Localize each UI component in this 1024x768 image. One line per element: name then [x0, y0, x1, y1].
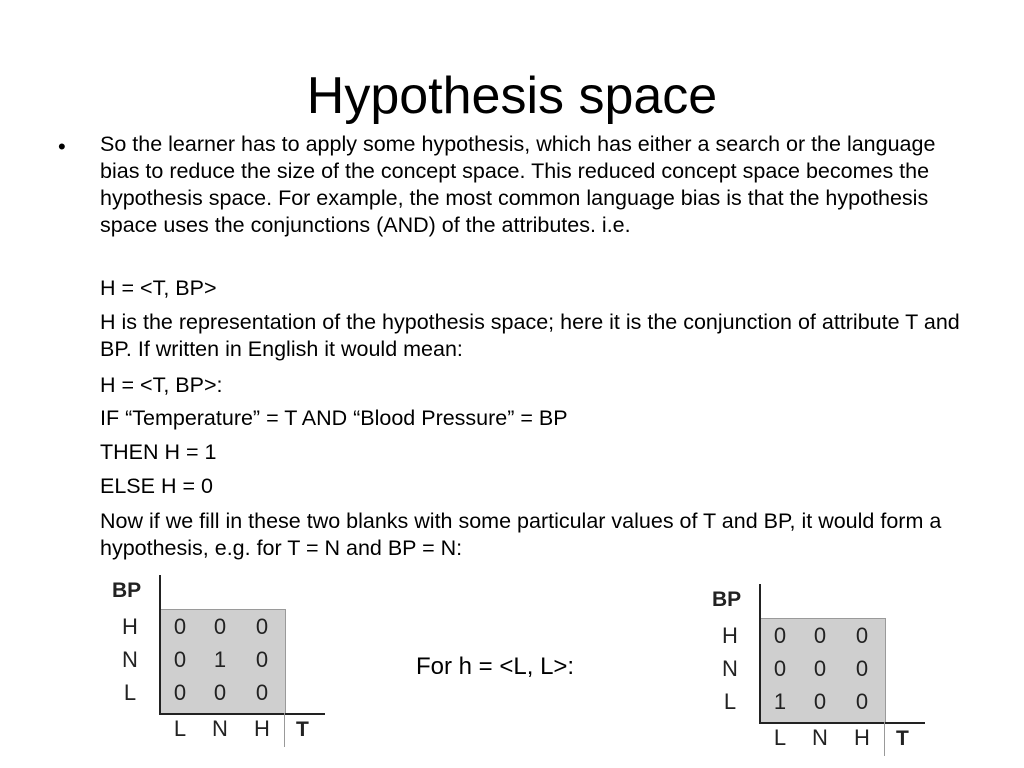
- col-axis-label: T: [296, 718, 309, 741]
- hypothesis-definition: H = <T, BP>: [100, 276, 217, 300]
- truth-table-1: [100, 575, 340, 750]
- hypothesis-restated: H = <T, BP>:: [100, 373, 223, 397]
- row-label: H: [722, 623, 738, 648]
- table-cell: 0: [813, 656, 827, 681]
- row-axis-label: BP: [112, 579, 142, 602]
- table-cell: 0: [255, 614, 269, 639]
- representation-paragraph: H is the representation of the hypothesis space; here it is the conjunction of attribute T and BP. If written in English it would mean:: [100, 310, 960, 361]
- table-cell: 0: [855, 689, 869, 714]
- table-cell: 0: [855, 656, 869, 681]
- row-label: N: [722, 656, 738, 681]
- table-cell: 0: [173, 647, 187, 672]
- table-caption: For h = <L, L>:: [416, 653, 575, 680]
- col-label: L: [773, 725, 787, 750]
- then-line: THEN H = 1: [100, 440, 217, 464]
- fill-blanks-paragraph: Now if we fill in these two blanks with some particular values of T and BP, it would form a hypothesis, e.g. for T = N and BP = N:: [100, 509, 942, 560]
- table-cell: 1: [773, 689, 787, 714]
- table-tick: [884, 722, 885, 756]
- if-line: IF “Temperature” = T AND “Blood Pressure” = BP: [100, 406, 568, 430]
- col-axis-label: T: [896, 727, 909, 750]
- bullet-marker: •: [58, 134, 66, 159]
- col-label: N: [812, 725, 828, 750]
- slide-title: Hypothesis space: [306, 67, 718, 125]
- table-cell: 1: [213, 647, 227, 672]
- table-cell: 0: [773, 623, 787, 648]
- table-cell: 0: [855, 623, 869, 648]
- row-label: N: [122, 647, 138, 672]
- col-label: L: [173, 716, 187, 741]
- table-cell: 0: [255, 680, 269, 705]
- table-cell: 0: [173, 614, 187, 639]
- table-cell: 0: [213, 614, 227, 639]
- table-cell: 0: [173, 680, 187, 705]
- col-label: H: [854, 725, 870, 750]
- row-label: L: [723, 689, 737, 714]
- intro-paragraph: So the learner has to apply some hypothesis, which has either a search or the language bias to reduce the size of the concept space. This reduced concept space becomes the hypothesis space. For example, the most common language bias is that the hypothesis space uses the conjunctions (AND) of the attributes. i.e.: [100, 132, 936, 237]
- else-line: ELSE H = 0: [100, 474, 213, 498]
- col-label: H: [254, 716, 270, 741]
- col-label: N: [212, 716, 228, 741]
- table-cell: 0: [813, 623, 827, 648]
- row-label: H: [122, 614, 138, 639]
- table-tick: [284, 713, 285, 747]
- table-cell: 0: [773, 656, 787, 681]
- row-axis-label: BP: [712, 588, 742, 611]
- table-cell: 0: [213, 680, 227, 705]
- truth-table-2: [700, 584, 940, 759]
- row-label: L: [123, 680, 137, 705]
- table-cell: 0: [813, 689, 827, 714]
- table-cell: 0: [255, 647, 269, 672]
